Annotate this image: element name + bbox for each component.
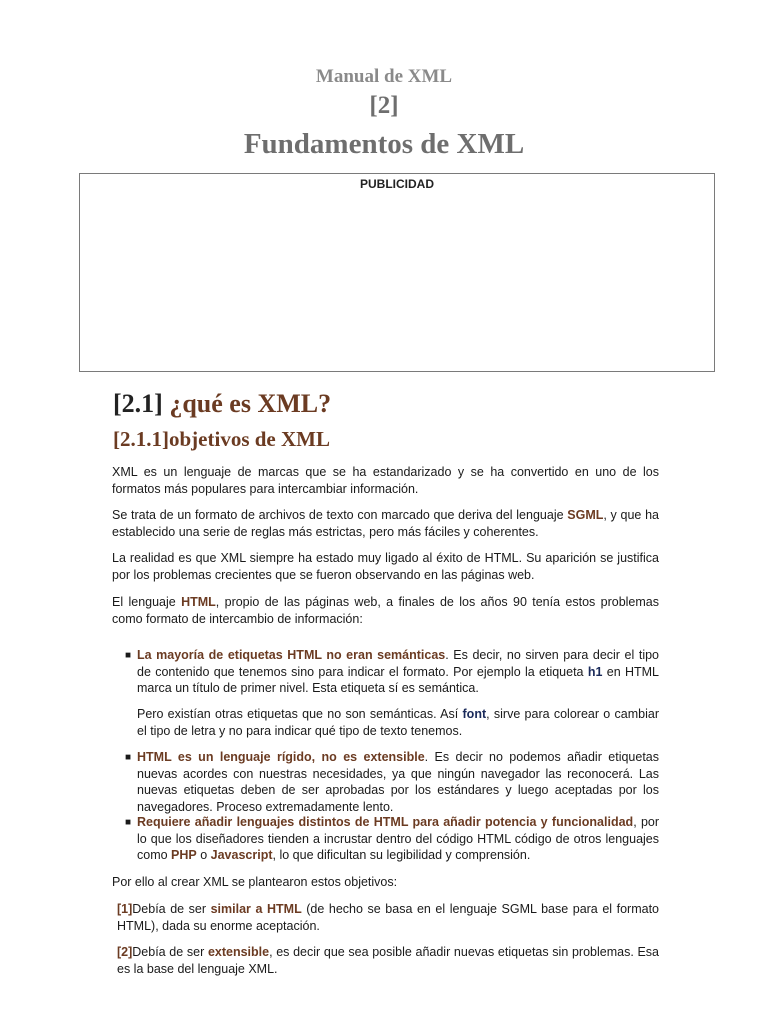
subsection-heading	[113, 427, 330, 452]
subsection-number: [2.1.1]	[113, 427, 169, 451]
keyword: HTML es un lenguaje rígido, no es extensible	[137, 750, 425, 764]
keyword: Requiere añadir lenguajes distintos de HTML para añadir potencia y funcionalidad	[137, 815, 634, 829]
paragraph-intro: XML es un lenguaje de marcas que se ha estandarizado y se ha convertido en uno de los formatos más populares para intercambiar información.	[112, 465, 659, 496]
text: Debía de ser	[132, 945, 208, 959]
objectives-intro: Por ello al crear XML se plantearon estos objetivos:	[112, 875, 398, 889]
bullet-item-languages	[137, 814, 659, 864]
bullet-icon: ■	[125, 752, 132, 763]
objective-number: [1]	[117, 902, 133, 916]
paragraph-sgml	[112, 507, 659, 540]
text: Debía de ser	[132, 902, 211, 916]
bullet-icon: ■	[125, 650, 132, 661]
objective-number: [2]	[117, 945, 133, 959]
bullet-item-semantics-cont	[137, 706, 659, 739]
text: , propio de las páginas web, a finales de los años 90 tenía estos problemas como formato de intercambio de información:	[112, 595, 659, 626]
section-title: ¿qué es XML?	[169, 389, 332, 418]
text: . Es decir no podemos añadir etiquetas nuevas acordes con nuestras necesidades, ya que ningún navegador las reconocerá. Las nuevas etiquetas deben de ser aprobadas por los estándares y luego aceptadas por los navegadores. Proceso extremadamente lento.	[137, 750, 659, 814]
subsection-title: objetivos de XML	[169, 427, 330, 451]
chapter-title: Fundamentos de XML	[243, 128, 525, 160]
objective-item-1	[117, 901, 659, 934]
text: o	[196, 848, 211, 862]
text: Se trata de un formato de archivos de texto con marcado que deriva del lenguaje	[112, 508, 568, 522]
advertisement-label: PUBLICIDAD	[360, 177, 434, 191]
text: , sirve para colorear o cambiar el tipo de letra y no para indicar qué tipo de texto tenemos.	[137, 707, 659, 738]
text: El lenguaje	[112, 595, 182, 609]
section-number: [2.1]	[113, 389, 163, 418]
section-heading	[113, 389, 331, 419]
text: . Es decir, no sirven para decir el tipo de contenido que tenemos sino para indicar el formato. Por ejemplo la etiqueta	[137, 648, 659, 679]
paragraph-html-relation: La realidad es que XML siempre ha estado muy ligado al éxito de HTML. Su aparición se justifica por los problemas crecientes que se fueron observando en las páginas web.	[112, 551, 659, 582]
keyword-font: font	[462, 707, 487, 721]
text: en HTML marca un título de primer nivel. Esta etiqueta sí es semántica.	[137, 664, 659, 695]
keyword: similar a HTML	[210, 902, 302, 916]
bullet-item-rigid	[137, 749, 659, 815]
keyword-php: PHP	[171, 848, 197, 862]
advertisement-box	[79, 173, 715, 372]
text: , es decir que sea posible añadir nuevas etiquetas sin problemas. Esa es la base del lenguaje XML.	[117, 945, 660, 976]
chapter-number: [2]	[369, 92, 399, 119]
text: (de hecho se basa en el lenguaje SGML base para el formato HTML), dada su enorme aceptación.	[117, 902, 659, 933]
keyword: extensible	[207, 945, 270, 959]
text: , lo que dificultan su legibilidad y comprensión.	[272, 848, 531, 862]
bullet-item-semantics	[137, 647, 659, 697]
keyword-sgml: SGML	[567, 508, 604, 522]
keyword-javascript: Javascript	[210, 848, 273, 862]
bullet-icon: ■	[125, 817, 132, 828]
text: , y que ha establecido una serie de reglas más estrictas, pero más fáciles y coherentes.	[112, 508, 659, 539]
objective-item-2	[117, 944, 659, 977]
keyword-h1: h1	[587, 664, 603, 679]
text: , por lo que los diseñadores tienden a incrustar dentro del código HTML código de otros lenguajes como	[137, 815, 660, 862]
paragraph-html-problems	[112, 594, 659, 627]
manual-title: Manual de XML	[315, 66, 453, 87]
text: Pero existían otras etiquetas que no son semánticas. Así	[137, 707, 463, 721]
keyword-html: HTML	[181, 595, 216, 609]
keyword: La mayoría de etiquetas HTML no eran semánticas	[137, 648, 446, 662]
